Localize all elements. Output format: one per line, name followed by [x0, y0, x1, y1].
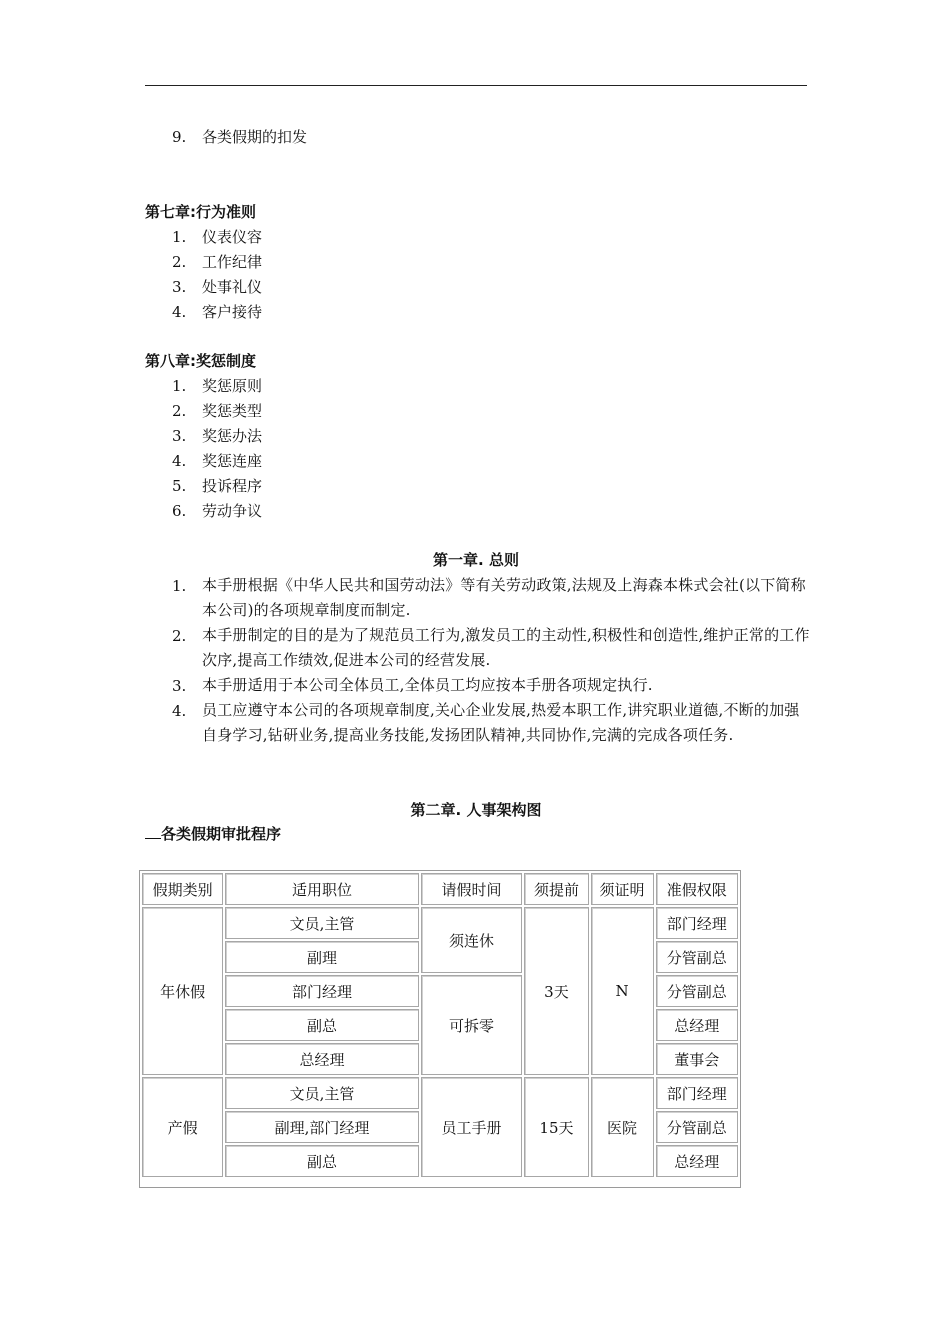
list-number: 1.	[172, 577, 187, 595]
time-cell: 可拆零	[421, 975, 523, 1075]
proof-cell: N	[591, 907, 654, 1075]
list-text: 处事礼仪	[202, 278, 263, 296]
proof-cell: 医院	[591, 1077, 654, 1177]
authority-cell: 分管副总	[656, 1111, 738, 1143]
position-cell: 文员,主管	[225, 907, 418, 939]
list-text: 各类假期的扣发	[202, 128, 308, 146]
table-row	[142, 1077, 738, 1109]
table-header-row	[142, 873, 738, 905]
list-text: 奖惩连座	[202, 452, 263, 470]
authority-cell: 部门经理	[656, 907, 738, 939]
authority-cell: 董事会	[656, 1043, 738, 1075]
section1-paragraph: 本手册制定的目的是为了规范员工行为,激发员工的主动性,积极性和创造性,维护正常的工作次序,提高工作绩效,促进本公司的经营发展.	[202, 626, 810, 669]
list-number: 3.	[172, 677, 187, 695]
table-header: 须提前	[524, 873, 588, 905]
underline-mark	[145, 824, 161, 839]
table-header: 请假时间	[421, 873, 523, 905]
authority-cell: 分管副总	[656, 975, 738, 1007]
section1-title: 第一章. 总则	[433, 551, 519, 569]
list-number: 9.	[172, 128, 187, 146]
list-text: 奖惩类型	[202, 402, 263, 420]
list-number: 4.	[172, 303, 187, 321]
list-text: 仪表仪容	[202, 228, 263, 246]
chapter7-title: 第七章:行为准则	[145, 203, 256, 221]
advance-cell: 15天	[524, 1077, 588, 1177]
position-cell: 副理,部门经理	[225, 1111, 418, 1143]
section2-title: 第二章. 人事架构图	[410, 801, 542, 819]
table-header: 准假权限	[656, 873, 738, 905]
leave-approval-table	[140, 871, 740, 1179]
chapter8-title: 第八章:奖惩制度	[145, 352, 256, 370]
list-number: 2.	[172, 402, 187, 420]
position-cell: 总经理	[225, 1043, 418, 1075]
authority-cell: 总经理	[656, 1145, 738, 1177]
list-number: 2.	[172, 253, 187, 271]
position-cell: 副总	[225, 1009, 418, 1041]
list-text: 奖惩原则	[202, 377, 263, 395]
subtitle-text: 各类假期审批程序	[161, 825, 282, 843]
list-number: 3.	[172, 278, 187, 296]
annual-category-cell: 年休假	[142, 907, 223, 1075]
list-number: 1.	[172, 377, 187, 395]
list-text: 劳动争议	[202, 502, 263, 520]
maternity-category-cell: 产假	[142, 1077, 223, 1177]
list-number: 6.	[172, 502, 187, 520]
list-text: 奖惩办法	[202, 427, 263, 445]
list-number: 4.	[172, 452, 187, 470]
list-number: 3.	[172, 427, 187, 445]
authority-cell: 分管副总	[656, 941, 738, 973]
position-cell: 部门经理	[225, 975, 418, 1007]
table-header: 适用职位	[225, 873, 418, 905]
table-header: 须证明	[591, 873, 654, 905]
list-number: 1.	[172, 228, 187, 246]
position-cell: 副理	[225, 941, 418, 973]
table-row	[142, 907, 738, 939]
list-number: 5.	[172, 477, 187, 495]
advance-cell: 3天	[524, 907, 588, 1075]
table-header: 假期类别	[142, 873, 223, 905]
list-number: 4.	[172, 702, 187, 720]
authority-cell: 总经理	[656, 1009, 738, 1041]
section1-paragraph: 本手册适用于本公司全体员工,全体员工均应按本手册各项规定执行.	[202, 676, 653, 694]
position-cell: 副总	[225, 1145, 418, 1177]
list-text: 工作纪律	[202, 253, 263, 271]
list-number: 2.	[172, 627, 187, 645]
section1-paragraph: 员工应遵守本公司的各项规章制度,关心企业发展,热爱本职工作,讲究职业道德,不断的加强自身学习,钻研业务,提高业务技能,发扬团队精神,共同协作,完满的完成各项任务.	[202, 701, 800, 744]
section1-paragraph: 本手册根据《中华人民共和国劳动法》等有关劳动政策,法规及上海森本株式会社(以下简称本公司)的各项规章制度而制定.	[202, 576, 806, 619]
position-cell: 文员,主管	[225, 1077, 418, 1109]
header-rule	[145, 85, 807, 86]
list-text: 客户接待	[202, 303, 263, 321]
authority-cell: 部门经理	[656, 1077, 738, 1109]
leave-table-frame	[139, 870, 741, 1188]
leave-approval-subtitle	[145, 824, 281, 844]
list-text: 投诉程序	[202, 477, 263, 495]
time-cell: 须连休	[421, 907, 523, 973]
time-cell: 员工手册	[421, 1077, 523, 1177]
